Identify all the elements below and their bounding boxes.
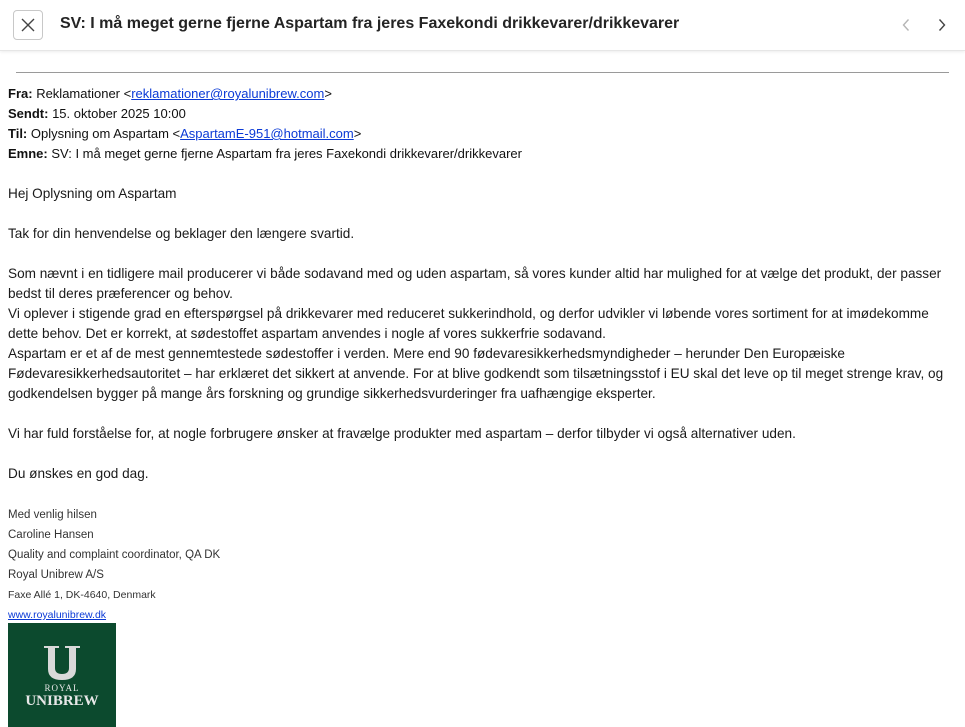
signature bbox=[8, 505, 220, 625]
sent-line bbox=[8, 104, 522, 124]
to-line bbox=[8, 124, 522, 144]
signature-company: Royal Unibrew A/S bbox=[8, 569, 104, 581]
paragraph-block bbox=[8, 264, 958, 404]
reading-pane-toolbar bbox=[0, 0, 965, 51]
paragraph-3: Vi har fuld forståelse for, at nogle forbrugere ønsker at fravælge produkter med aspartam – derfor tilbyder vi også alternativer uden. bbox=[8, 426, 796, 441]
message-subject-title: SV: I må meget gerne fjerne Aspartam fra jeres Faxekondi drikkevarer/drikkevarer bbox=[60, 15, 680, 32]
previous-message-button[interactable] bbox=[894, 13, 918, 37]
sent-value: 15. oktober 2025 10:00 bbox=[52, 106, 186, 121]
paragraph-2b: Vi oplever i stigende grad en efterspørgsel på drikkevarer med reduceret sukkerindhold, og derfor udvikler vi løbende vores sortiment for at imødekomme dette behov. Det er korrekt, at sødestoffet aspartam anvendes i nogle af vores sukkerfrie sodavand. bbox=[8, 306, 929, 341]
from-name: Reklamationer < bbox=[36, 86, 132, 101]
signature-address: Faxe Allé 1, DK-4640, Denmark bbox=[8, 589, 156, 601]
paragraph-2c: Aspartam er et af de mest gennemtestede sødestoffer i verden. Mere end 90 fødevaresikkerhedsmyndigheder – herunder Den Europæiske Fødevaresikkerhedsautoritet – har erklæret det sikkert at anvende. For at blive godkendt som tilsætningsstof i EU skal det leve op til meget strenge krav, og godkendelsen bygger på mange års forskning og grundige sikkerhedsvurderinger fra uafhængige eksperter. bbox=[8, 346, 944, 401]
royal-unibrew-logo bbox=[8, 623, 116, 727]
chevron-right-icon bbox=[937, 18, 947, 32]
subject-line bbox=[8, 144, 522, 164]
signature-closing: Med venlig hilsen bbox=[8, 509, 97, 521]
close-button[interactable] bbox=[13, 10, 43, 40]
close-icon bbox=[21, 18, 35, 32]
from-email-link[interactable]: reklamationer@royalunibrew.com bbox=[131, 86, 325, 101]
message-body bbox=[8, 184, 958, 504]
from-line bbox=[8, 84, 522, 104]
paragraph-4: Du ønskes en god dag. bbox=[8, 466, 149, 481]
forwarded-headers bbox=[8, 84, 522, 164]
from-bracket: > bbox=[324, 86, 332, 101]
subject-label: Emne: bbox=[8, 146, 48, 161]
from-label: Fra: bbox=[8, 86, 33, 101]
greeting: Hej Oplysning om Aspartam bbox=[8, 186, 177, 201]
royal-unibrew-logo-graphic bbox=[8, 623, 116, 727]
signature-name: Caroline Hansen bbox=[8, 529, 94, 541]
paragraph-1: Tak for din henvendelse og beklager den længere svartid. bbox=[8, 226, 355, 241]
chevron-left-icon bbox=[901, 18, 911, 32]
sent-label: Sendt: bbox=[8, 106, 49, 121]
to-label: Til: bbox=[8, 126, 28, 141]
to-bracket: > bbox=[353, 126, 362, 141]
subject-value: SV: I må meget gerne fjerne Aspartam fra jeres Faxekondi drikkevarer/drikkevarer bbox=[51, 146, 522, 161]
logo-line-unibrew: UNIBREW bbox=[25, 693, 99, 709]
next-message-button[interactable] bbox=[930, 13, 954, 37]
header-divider bbox=[16, 72, 949, 73]
signature-title: Quality and complaint coordinator, QA DK bbox=[8, 549, 221, 561]
logo-line-royal: ROYAL bbox=[44, 683, 80, 693]
signature-website-link[interactable]: www.royalunibrew.dk bbox=[8, 609, 107, 621]
to-email-link[interactable]: AspartamE-951@hotmail.com bbox=[180, 126, 354, 141]
to-name: Oplysning om Aspartam < bbox=[30, 126, 181, 141]
paragraph-2a: Som nævnt i en tidligere mail producerer vi både sodavand med og uden aspartam, så vores kunder altid har mulighed for at vælge det produkt, der passer bedst til deres præferencer og behov. bbox=[8, 266, 942, 301]
